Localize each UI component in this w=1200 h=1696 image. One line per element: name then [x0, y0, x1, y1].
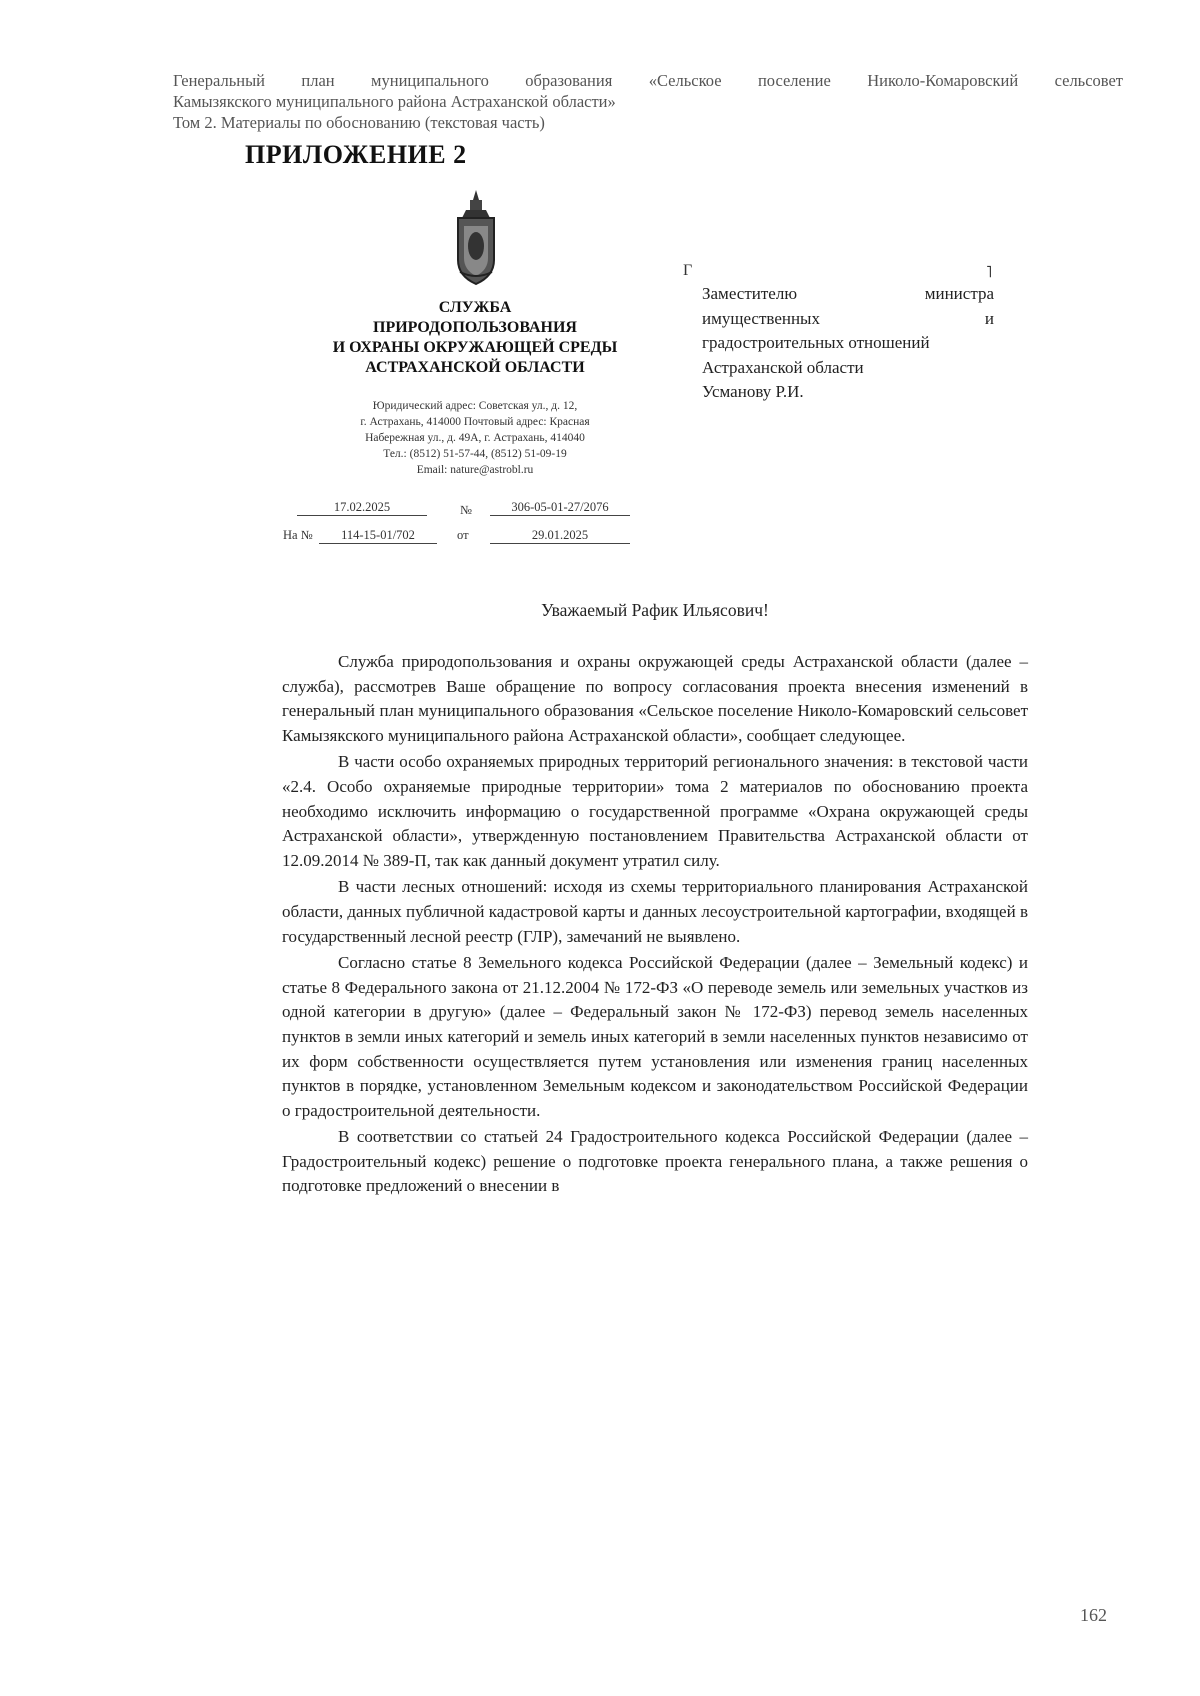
- outgoing-number: 306-05-01-27/2076: [490, 500, 630, 516]
- address-line: Юридический адрес: Советская ул., д. 12,: [372, 400, 578, 412]
- paragraph: В части особо охраняемых природных территорий регионального значения: в текстовой части «2.4. Особо охраняемые природные территории» тома 2 материалов по обоснованию проекта необходимо исключить информацию о государственной программе «Охрана окружающей среды Астраханской области», утвержденную постановлением Правительства Астраханской области от 12.09.2014 № 389-П, так как данный документ утратил силу.: [282, 752, 1028, 870]
- sender-organization: [290, 298, 660, 378]
- org-line: СЛУЖБА: [438, 299, 512, 316]
- header-line-1: Генеральный план муниципального образования «Сельское поселение Николо-Комаровский сельсовет: [173, 71, 1123, 90]
- number-label: №: [460, 503, 472, 517]
- reply-number: 114-15-01/702: [319, 528, 437, 544]
- document-header: [173, 70, 1123, 133]
- paragraph: В соответствии со статьей 24 Градостроительного кодекса Российской Федерации (далее – Градостроительный кодекс) решение о подготовке проекта генерального плана, а также решения о подготовке предложений о внесении в: [282, 1127, 1028, 1196]
- coat-of-arms-icon: [448, 188, 504, 288]
- org-line: ПРИРОДОПОЛЬЗОВАНИЯ: [373, 319, 577, 336]
- addressee-line: Усманову Р.И.: [702, 382, 804, 401]
- sender-address: [290, 398, 660, 478]
- addressee-line: имущественных и: [702, 308, 994, 328]
- reply-label: На №: [283, 528, 313, 542]
- address-line: Email: nature@astrobl.ru: [416, 464, 534, 476]
- address-line: г. Астрахань, 414000 Почтовый адрес: Красная: [360, 416, 590, 428]
- addressee-block: [702, 282, 994, 405]
- letter-body: [282, 650, 1028, 1201]
- paragraph: Согласно статье 8 Земельного кодекса Российской Федерации (далее – Земельный кодекс) и статье 8 Федерального закона от 21.12.2004 № 172-ФЗ «О переводе земель или земельных участков из одной категории в другую» (далее – Федеральный закон № 172-ФЗ) перевод земель населенных пунктов в земли иных категорий и земель иных категорий в земли населенных пунктов независимо от их форм собственности осуществляется путем установления или изменения границ населенных пунктов в порядке, установленном Земельным кодексом и законодательством Российской Федерации о градостроительной деятельности.: [282, 953, 1028, 1120]
- corner-mark-left: Г: [683, 262, 693, 279]
- addressee-line: градостроительных отношений: [702, 333, 930, 352]
- header-line-3: Том 2. Материалы по обоснованию (текстовая часть): [173, 113, 545, 132]
- org-line: АСТРАХАНСКОЙ ОБЛАСТИ: [365, 359, 585, 376]
- greeting: Уважаемый Рафик Ильясович!: [541, 600, 769, 620]
- addressee-line: Заместителю министра: [702, 284, 994, 303]
- corner-mark-right: ˥: [986, 264, 993, 281]
- address-line: Набережная ул., д. 49А, г. Астрахань, 414040: [365, 432, 585, 444]
- header-line-2: Камызякского муниципального района Астраханской области»: [173, 92, 616, 111]
- reply-date: 29.01.2025: [490, 528, 630, 544]
- address-line: Тел.: (8512) 51-57-44, (8512) 51-09-19: [383, 448, 567, 460]
- paragraph: Служба природопользования и охраны окружающей среды Астраханской области (далее – служба), рассмотрев Ваше обращение по вопросу согласования проекта внесения изменений в генеральный план муниципального образования «Сельское поселение Николо-Комаровский сельсовет Камызякского муниципального района Астраханской области», сообщает следующее.: [282, 652, 1028, 745]
- outgoing-date: 17.02.2025: [297, 500, 427, 516]
- registration-block: [285, 500, 655, 556]
- org-line: И ОХРАНЫ ОКРУЖАЮЩЕЙ СРЕДЫ: [332, 339, 618, 356]
- appendix-title: ПРИЛОЖЕНИЕ 2: [245, 140, 467, 169]
- addressee-line: Астраханской области: [702, 357, 864, 377]
- page-number: 162: [1080, 1605, 1107, 1625]
- paragraph: В части лесных отношений: исходя из схемы территориального планирования Астраханской области, данных публичной кадастровой карты и данных лесоустроительной картографии, входящей в государственный лесной реестр (ГЛР), замечаний не выявлено.: [282, 877, 1028, 946]
- reply-date-label: от: [457, 528, 469, 542]
